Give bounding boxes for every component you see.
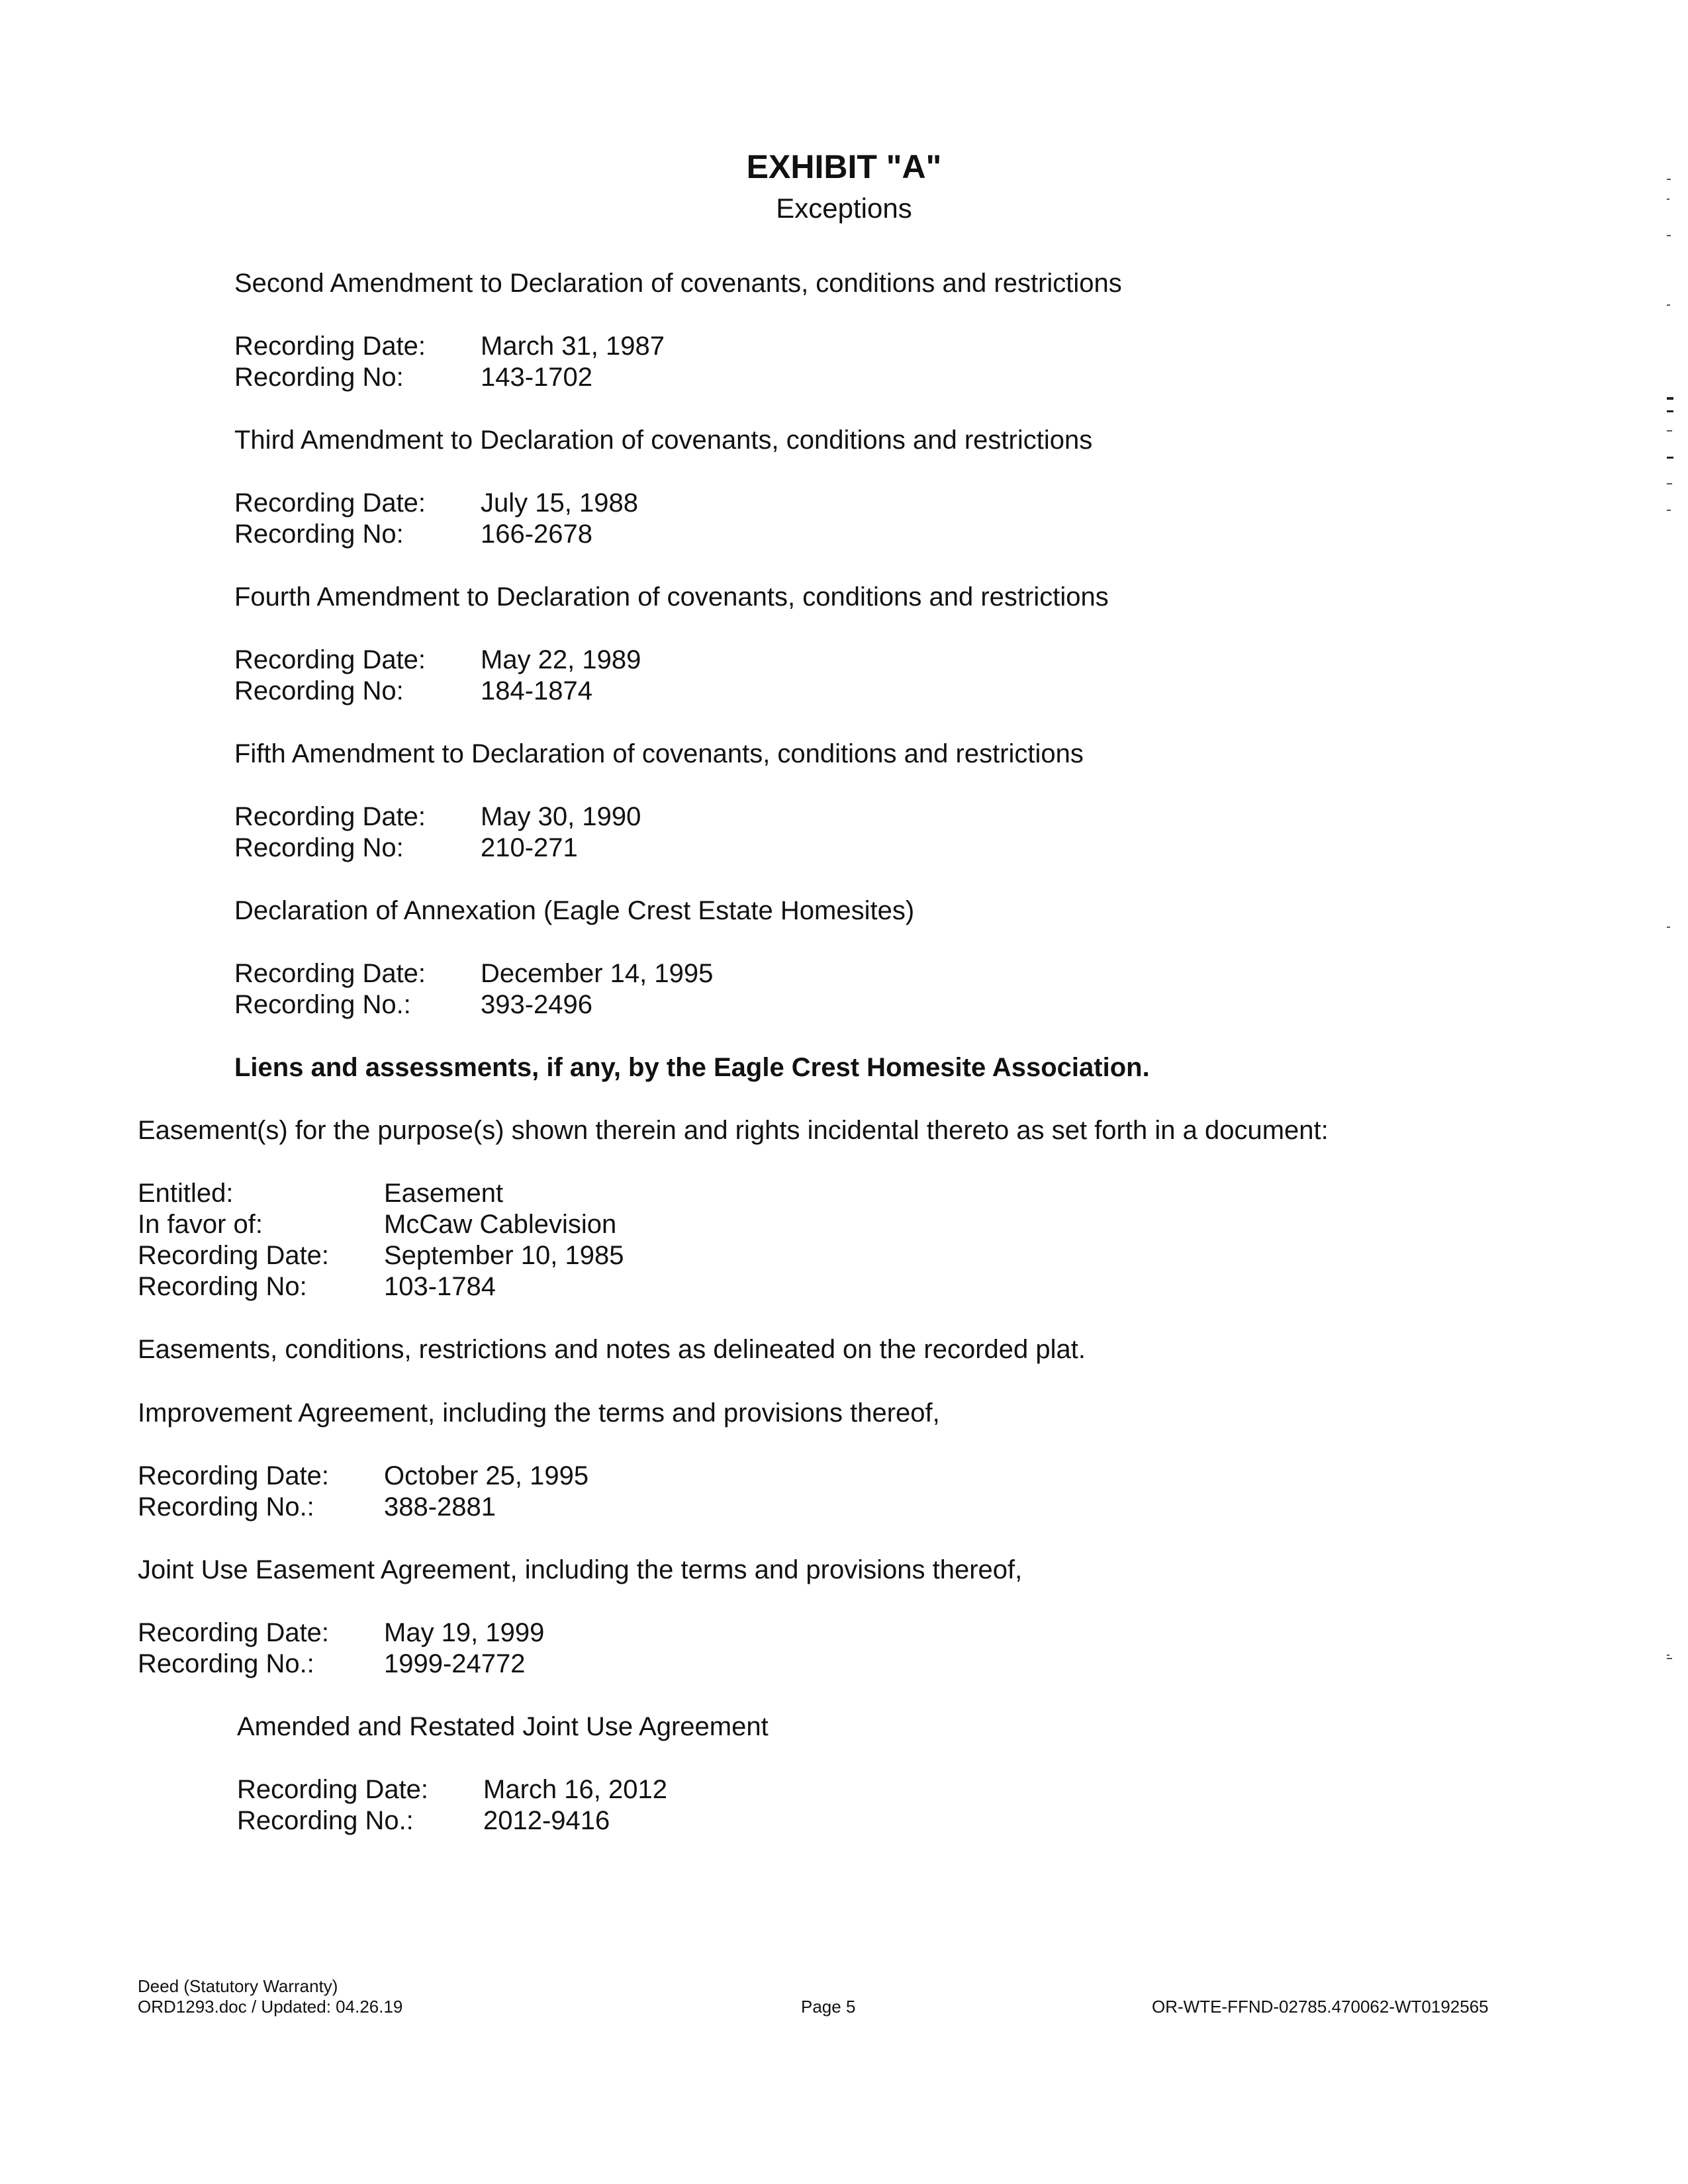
fourth-amendment-record — [234, 645, 641, 707]
record-row — [234, 331, 665, 362]
record-label: Recording Date: — [234, 332, 426, 361]
record-value: December 14, 1995 — [481, 959, 714, 988]
record-label: Recording No: — [138, 1272, 307, 1301]
scan-margin-marks — [1667, 172, 1676, 2091]
improvement-heading: Improvement Agreement, including the terms and provisions thereof, — [138, 1398, 940, 1428]
scan-mark — [1667, 430, 1672, 432]
record-label: Recording No.: — [138, 1492, 314, 1522]
record-row — [138, 1240, 624, 1271]
record-row — [234, 488, 638, 519]
record-label: Recording No.: — [234, 990, 411, 1019]
record-row — [138, 1178, 624, 1209]
improvement-record — [138, 1461, 588, 1523]
liens-heading: Liens and assessments, if any, by the Eagle Crest Homesite Association. — [234, 1053, 1150, 1082]
record-label: Recording No: — [234, 676, 404, 705]
record-value: 2012-9416 — [483, 1806, 610, 1835]
joint-use-record — [138, 1617, 544, 1680]
record-label: Recording Date: — [234, 959, 426, 988]
record-label: Recording No: — [234, 363, 404, 392]
record-value: May 22, 1989 — [481, 645, 641, 674]
record-row — [138, 1492, 588, 1523]
record-value: 210-271 — [481, 833, 578, 862]
scan-mark — [1667, 483, 1672, 484]
record-label: Recording Date: — [138, 1618, 330, 1647]
scan-mark — [1667, 199, 1669, 200]
record-row — [237, 1774, 667, 1805]
footer-order-number: OR-WTE-FFND-02785.470062-WT0192565 — [1152, 1997, 1489, 2017]
record-value: 103-1784 — [384, 1272, 496, 1301]
record-value: 166-2678 — [481, 520, 593, 549]
amended-joint-use-record — [237, 1774, 667, 1837]
record-label: Recording No.: — [138, 1649, 314, 1678]
scan-mark — [1667, 179, 1671, 180]
record-value: McCaw Cablevision — [384, 1210, 617, 1239]
record-row — [234, 833, 641, 864]
record-label: Entitled: — [138, 1179, 234, 1208]
record-value: Easement — [384, 1179, 504, 1208]
second-amendment-record — [234, 331, 665, 393]
scan-mark — [1667, 410, 1673, 412]
easement-heading: Easement(s) for the purpose(s) shown therein and rights incidental thereto as set forth in a document: — [138, 1116, 1329, 1145]
record-row — [138, 1271, 624, 1302]
record-label: In favor of: — [138, 1210, 263, 1239]
record-value: October 25, 1995 — [384, 1461, 589, 1490]
footer-doc-type: Deed (Statutory Warranty) — [138, 1976, 338, 1996]
record-label: Recording Date: — [237, 1775, 429, 1804]
scan-mark — [1667, 235, 1671, 236]
record-label: Recording Date: — [234, 645, 426, 674]
footer-doc-info — [138, 1976, 402, 2017]
record-label: Recording No: — [234, 520, 404, 549]
scan-mark — [1667, 304, 1670, 306]
record-value: 388-2881 — [384, 1492, 496, 1522]
scan-mark — [1667, 457, 1673, 459]
annexation-record — [234, 958, 713, 1021]
record-row — [234, 362, 665, 393]
record-row — [234, 989, 713, 1021]
record-label: Recording No.: — [237, 1806, 414, 1835]
third-amendment-heading: Third Amendment to Declaration of covenants, conditions and restrictions — [234, 426, 1093, 455]
record-value: 143-1702 — [481, 363, 593, 392]
record-label: Recording No: — [234, 833, 404, 862]
record-label: Recording Date: — [234, 488, 426, 518]
fifth-amendment-heading: Fifth Amendment to Declaration of covenants, conditions and restrictions — [234, 739, 1084, 768]
record-value: July 15, 1988 — [481, 488, 638, 518]
record-row — [138, 1209, 624, 1240]
plat-heading: Easements, conditions, restrictions and notes as delineated on the recorded plat. — [138, 1335, 1086, 1364]
record-row — [237, 1805, 667, 1837]
record-value: May 30, 1990 — [481, 802, 641, 831]
record-row — [234, 676, 641, 707]
scan-mark — [1667, 1655, 1669, 1656]
scan-mark — [1667, 397, 1673, 400]
exhibit-subtitle: Exceptions — [776, 193, 912, 224]
annexation-heading: Declaration of Annexation (Eagle Crest Estate Homesites) — [234, 896, 915, 925]
record-value: March 31, 1987 — [481, 332, 665, 361]
record-row — [138, 1617, 544, 1649]
record-value: 393-2496 — [481, 990, 593, 1019]
record-value: March 16, 2012 — [483, 1775, 667, 1804]
record-row — [234, 645, 641, 676]
scan-mark — [1667, 510, 1671, 511]
third-amendment-record — [234, 488, 638, 550]
record-row — [234, 801, 641, 833]
footer-page-number: Page 5 — [801, 1997, 856, 2017]
record-value: 184-1874 — [481, 676, 593, 705]
footer-doc-file: ORD1293.doc / Updated: 04.26.19 — [138, 1997, 403, 2017]
record-row — [234, 958, 713, 989]
scan-mark — [1667, 1658, 1672, 1659]
record-row — [234, 519, 638, 550]
easement-record — [138, 1178, 624, 1302]
record-row — [138, 1649, 544, 1680]
fifth-amendment-record — [234, 801, 641, 864]
record-value: September 10, 1985 — [384, 1241, 624, 1270]
amended-joint-use-heading: Amended and Restated Joint Use Agreement — [237, 1712, 769, 1741]
record-label: Recording Date: — [234, 802, 426, 831]
record-value: May 19, 1999 — [384, 1618, 545, 1647]
second-amendment-heading: Second Amendment to Declaration of covenants, conditions and restrictions — [234, 269, 1122, 298]
exhibit-title: EXHIBIT "A" — [746, 148, 942, 185]
record-value: 1999-24772 — [384, 1649, 526, 1678]
record-label: Recording Date: — [138, 1461, 330, 1490]
fourth-amendment-heading: Fourth Amendment to Declaration of covenants, conditions and restrictions — [234, 582, 1109, 612]
record-row — [138, 1461, 588, 1492]
scan-mark — [1667, 927, 1670, 928]
joint-use-heading: Joint Use Easement Agreement, including the terms and provisions thereof, — [138, 1555, 1023, 1584]
record-label: Recording Date: — [138, 1241, 330, 1270]
